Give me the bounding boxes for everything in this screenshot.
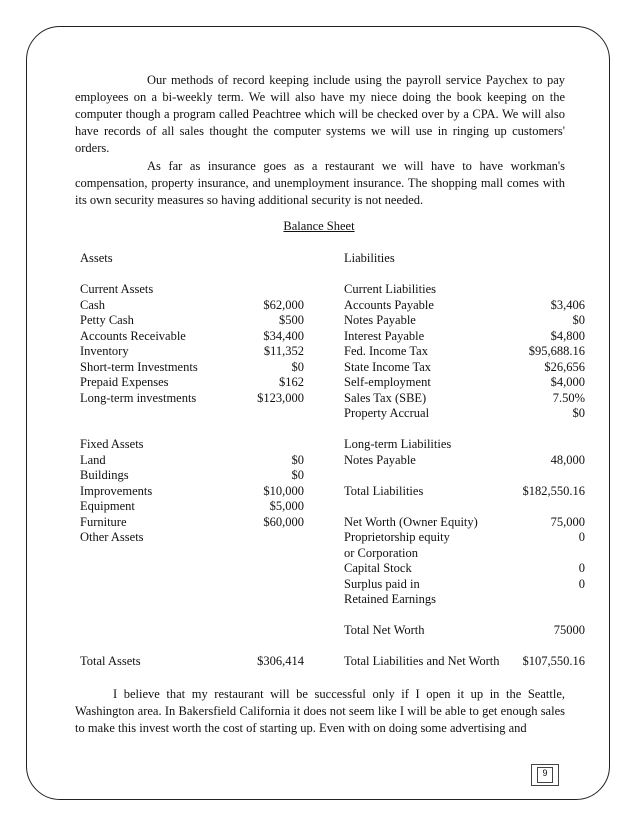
- liability-label: Long-term Liabilities: [344, 437, 452, 451]
- liability-label: Fed. Income Tax: [344, 344, 428, 358]
- asset-value: $0: [291, 452, 304, 467]
- asset-label: Cash: [80, 297, 105, 312]
- asset-label: Fixed Assets: [80, 437, 144, 451]
- paragraph-text: I believe that my restaurant will be successful only if I open it up in the Seattle, Washington area. In Bakersfield California it does not seem like I will be able to get enough sales to make this invest worth the cost of starting up. Even with on doing some advertising and: [75, 687, 565, 735]
- liability-label: Capital Stock: [344, 561, 412, 575]
- liability-value: 0: [578, 561, 585, 575]
- record-keeping-paragraph: [75, 72, 565, 157]
- asset-label: Petty Cash: [80, 313, 134, 327]
- liability-label: Sales Tax (SBE): [344, 390, 427, 405]
- liability-label: Total Net Worth: [344, 623, 425, 637]
- asset-value: $5,000: [269, 499, 304, 513]
- page-number-badge: [531, 764, 559, 786]
- liability-value: $4,000: [550, 375, 585, 389]
- asset-value: $10,000: [263, 483, 304, 498]
- asset-value: $0: [291, 468, 304, 482]
- asset-label: Furniture: [80, 514, 127, 529]
- asset-value: $62,000: [263, 297, 304, 312]
- liability-value: 0: [578, 576, 585, 591]
- asset-label: Long-term investments: [80, 390, 197, 405]
- asset-value: $306,414: [257, 654, 304, 668]
- liability-label: Interest Payable: [344, 328, 425, 343]
- liability-value: $3,406: [550, 297, 585, 312]
- asset-label: Inventory: [80, 344, 129, 358]
- liability-label: Notes Payable: [344, 452, 416, 467]
- paragraph-text: Our methods of record keeping include using the payroll service Paychex to pay employees on a bi-weekly term. We will also have my niece doing the book keeping on the computer though a program called Peachtree which will be checked over by a CPA. We will also have records of all sales thought the computer systems we will use in ringing up customers' orders.: [75, 73, 565, 155]
- liability-value: $4,800: [550, 328, 585, 343]
- liability-label: Surplus paid in: [344, 576, 420, 591]
- asset-value: $0: [291, 359, 304, 374]
- asset-label: Assets: [80, 251, 113, 265]
- liability-value: 48,000: [550, 452, 585, 467]
- asset-value: $60,000: [263, 514, 304, 529]
- liability-value: $0: [572, 313, 585, 327]
- location-paragraph: [75, 686, 565, 737]
- asset-label: Short-term Investments: [80, 359, 198, 374]
- liability-value: 75000: [553, 623, 585, 637]
- asset-value: $500: [279, 313, 304, 327]
- asset-value: $162: [279, 375, 304, 389]
- asset-label: Buildings: [80, 468, 129, 482]
- asset-label: Current Assets: [80, 282, 154, 296]
- insurance-paragraph: [75, 158, 565, 209]
- balance-sheet-title: Balance Sheet: [283, 219, 355, 233]
- liability-value: 75,000: [550, 514, 585, 529]
- liability-label: Liabilities: [344, 251, 395, 265]
- liability-label: Accounts Payable: [344, 297, 434, 312]
- liability-value: $182,550.16: [522, 483, 585, 498]
- asset-label: Improvements: [80, 483, 153, 498]
- page-number: 9: [542, 768, 548, 778]
- asset-label: Land: [80, 452, 106, 467]
- asset-label: Prepaid Expenses: [80, 375, 169, 389]
- asset-label: Total Assets: [80, 654, 141, 668]
- liability-label: Current Liabilities: [344, 282, 436, 296]
- liability-value: $95,688.16: [528, 344, 585, 358]
- liability-label: Total Liabilities and Net Worth: [344, 654, 500, 668]
- liability-label: Retained Earnings: [344, 592, 436, 606]
- asset-label: Equipment: [80, 499, 135, 513]
- liability-value: 7.50%: [552, 390, 585, 405]
- liability-label: Property Accrual: [344, 406, 430, 420]
- liability-value: $0: [572, 406, 585, 420]
- liability-value: 0: [578, 530, 585, 544]
- liability-value: $107,550.16: [522, 654, 585, 668]
- asset-label: Accounts Receivable: [80, 328, 186, 343]
- asset-value: $11,352: [263, 344, 304, 358]
- liability-label: Net Worth (Owner Equity): [344, 514, 478, 529]
- liability-label: Proprietorship equity: [344, 530, 450, 544]
- liability-label: State Income Tax: [344, 359, 432, 374]
- asset-label: Other Assets: [80, 530, 144, 544]
- asset-value: $34,400: [263, 328, 304, 343]
- liability-label: Self-employment: [344, 375, 431, 389]
- liability-label: Notes Payable: [344, 313, 416, 327]
- liability-label: or Corporation: [344, 545, 418, 560]
- liability-label: Total Liabilities: [344, 483, 424, 498]
- paragraph-text: As far as insurance goes as a restaurant we will have to have workman's compensation, property insurance, and unemployment insurance. The shopping mall comes with its own security measures so having additional security is not needed.: [75, 159, 565, 207]
- asset-value: $123,000: [257, 390, 304, 405]
- liability-value: $26,656: [544, 359, 585, 374]
